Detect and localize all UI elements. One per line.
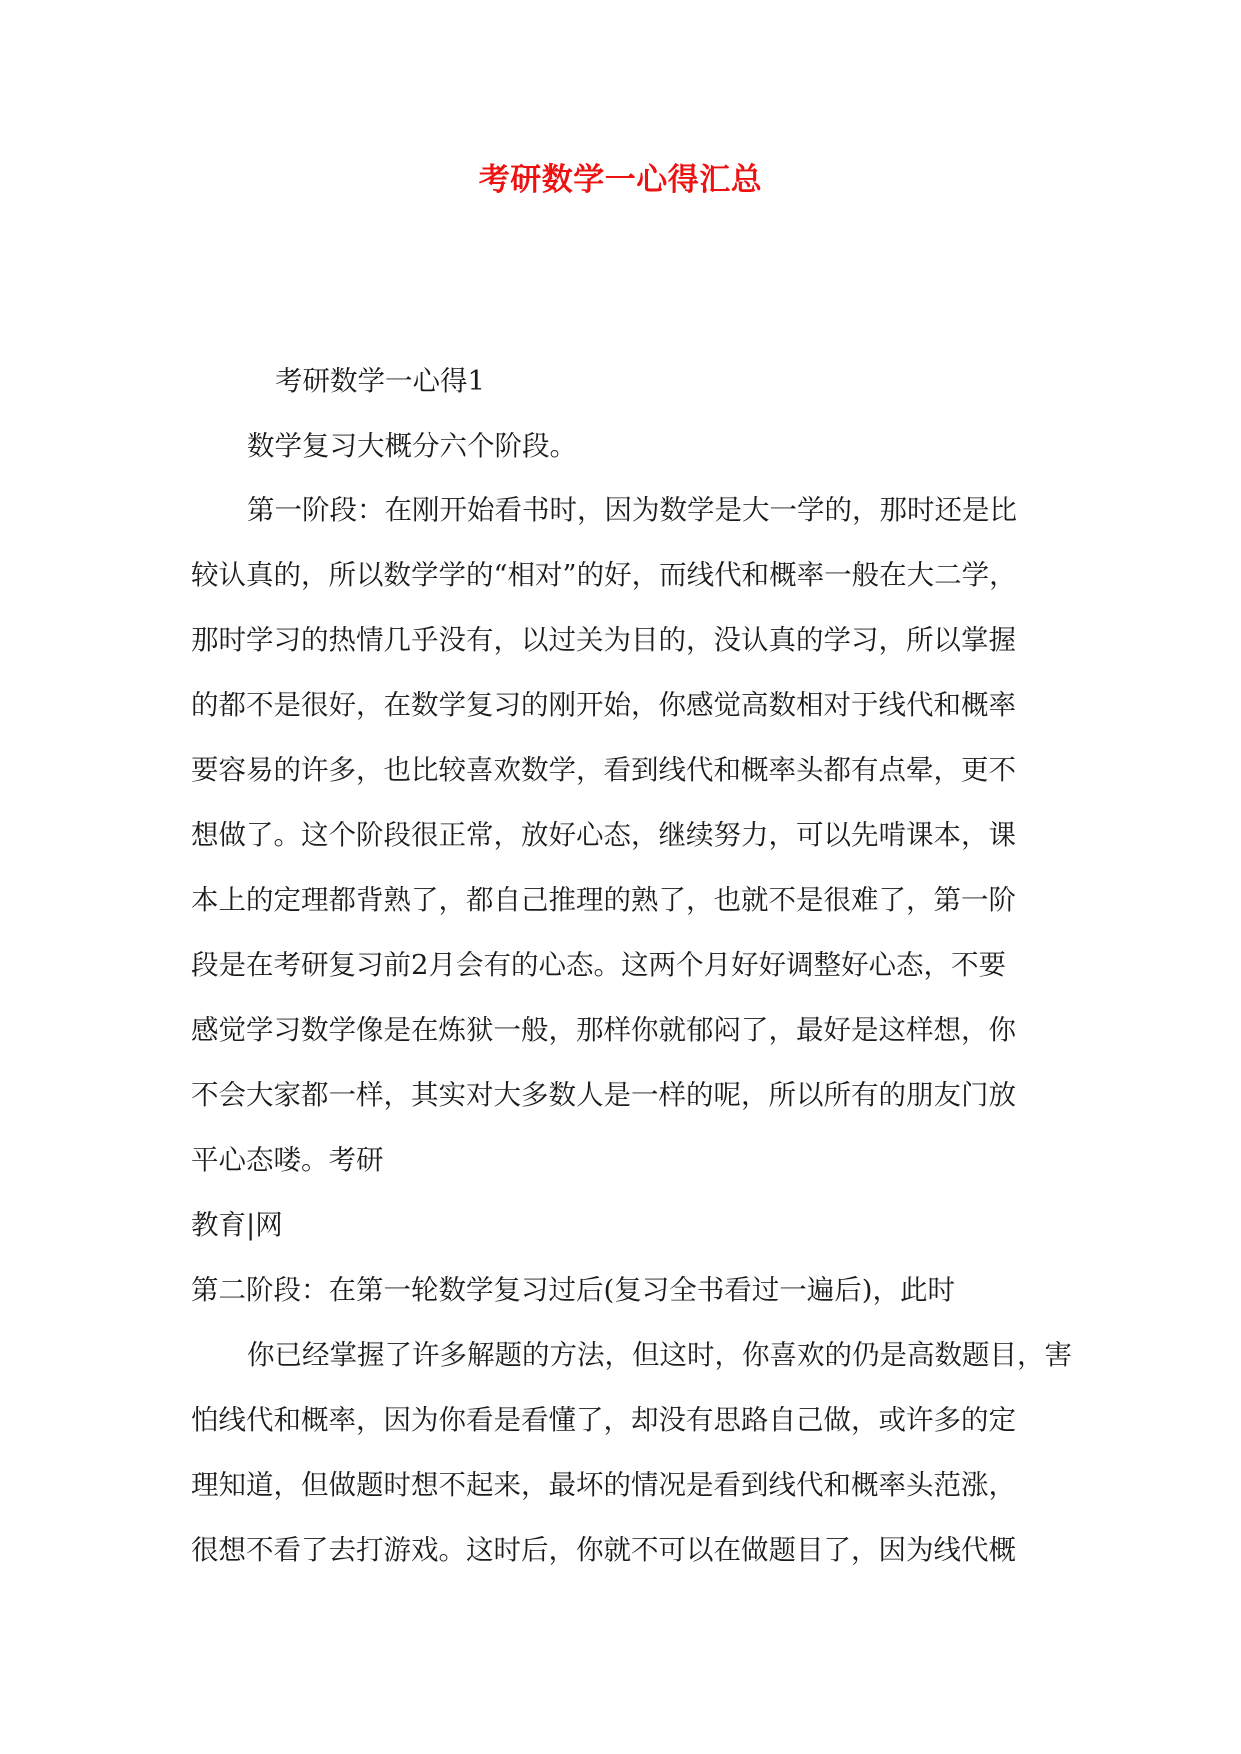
paragraph-line: 教育|网 xyxy=(191,1209,283,1241)
document-title: 考研数学一心得汇总 xyxy=(478,162,763,198)
paragraph-line: 怕线代和概率，因为你看是看懂了，却没有思路自己做，或许多的定 xyxy=(191,1404,1016,1436)
paragraph-line: 第二阶段：在第一轮数学复习过后(复习全书看过一遍后)，此时 xyxy=(191,1274,955,1306)
paragraph-line: 理知道，但做题时想不起来，最坏的情况是看到线代和概率头范涨， xyxy=(191,1469,1016,1501)
paragraph-line: 的都不是很好，在数学复习的刚开始，你感觉高数相对于线代和概率 xyxy=(191,689,1016,721)
paragraph-line: 平心态喽。考研 xyxy=(191,1144,384,1176)
paragraph-line: 段是在考研复习前2月会有的心态。这两个月好好调整好心态，不要 xyxy=(191,949,1006,981)
paragraph-line: 想做了。这个阶段很正常，放好心态，继续努力，可以先啃课本，课 xyxy=(191,819,1016,851)
paragraph-line: 那时学习的热情几乎没有，以过关为目的，没认真的学习，所以掌握 xyxy=(191,624,1016,656)
paragraph-line: 感觉学习数学像是在炼狱一般，那样你就郁闷了，最好是这样想，你 xyxy=(191,1014,1016,1046)
paragraph-line: 你已经掌握了许多解题的方法，但这时，你喜欢的仍是高数题目，害 xyxy=(247,1339,1072,1371)
paragraph-line: 第一阶段：在刚开始看书时，因为数学是大一学的，那时还是比 xyxy=(247,494,1017,526)
paragraph-line: 数学复习大概分六个阶段。 xyxy=(247,430,577,462)
paragraph-line: 要容易的许多，也比较喜欢数学，看到线代和概率头都有点晕，更不 xyxy=(191,754,1016,786)
paragraph-line: 不会大家都一样，其实对大多数人是一样的呢，所以所有的朋友门放 xyxy=(191,1079,1016,1111)
paragraph-line: 较认真的，所以数学学的“相对”的好，而线代和概率一般在大二学， xyxy=(191,559,1017,591)
paragraph-line: 本上的定理都背熟了，都自己推理的熟了，也就不是很难了，第一阶 xyxy=(191,884,1016,916)
section-heading: 考研数学一心得1 xyxy=(275,365,485,397)
paragraph-line: 很想不看了去打游戏。这时后，你就不可以在做题目了，因为线代概 xyxy=(191,1534,1016,1566)
